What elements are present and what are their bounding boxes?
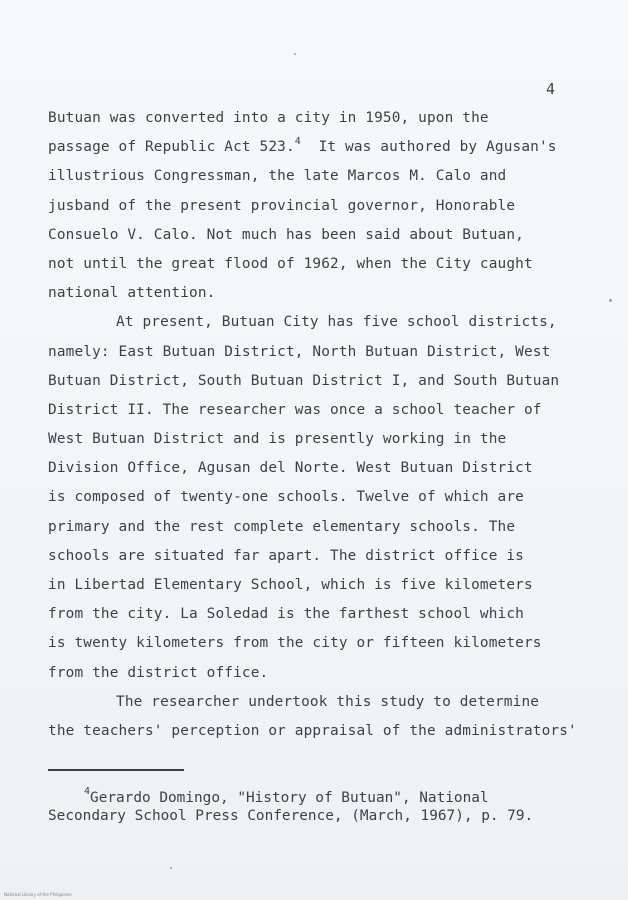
- text-line: District II. The researcher was once a school teacher of: [48, 401, 542, 418]
- text-line: Butuan District, South Butuan District I, and South Butuan: [48, 372, 560, 389]
- footnote-marker: 4: [84, 786, 91, 797]
- footnote-divider: [48, 769, 184, 771]
- page-number: 4: [546, 80, 556, 98]
- text-line: in Libertad Elementary School, which is five kilometers: [48, 577, 533, 593]
- footnote-line: [48, 786, 608, 807]
- text-line: Consuelo V. Calo. Not much has been said about Butuan,: [48, 226, 524, 243]
- footnote: [48, 786, 608, 825]
- text-line: national attention.: [48, 285, 216, 302]
- paper-speck: [170, 867, 172, 869]
- text-line: schools are situated far apart. The district office is: [48, 547, 524, 564]
- text-line: primary and the rest complete elementary schools. The: [48, 518, 516, 535]
- text-line: not until the great flood of 1962, when the City caught: [48, 255, 533, 272]
- text-line: is twenty kilometers from the city or fifteen kilometers: [48, 635, 542, 652]
- text-line: the teachers' perception or appraisal of the administrators': [48, 722, 577, 739]
- footnote-text: Gerardo Domingo, "History of Butuan", National: [90, 790, 489, 806]
- text-line: illustrious Congressman, the late Marcos M. Calo and: [48, 168, 507, 185]
- text-line: Division Office, Agusan del Norte. West Butuan District: [48, 460, 533, 477]
- text-line: [48, 133, 608, 162]
- body-text: [48, 104, 608, 746]
- paper-speck: [294, 53, 296, 55]
- text-line: jusband of the present provincial governor, Honorable: [48, 197, 516, 214]
- text-line: Butuan was converted into a city in 1950, upon the: [48, 110, 489, 126]
- text-line: West Butuan District and is presently working in the: [48, 431, 507, 448]
- text-line: The researcher undertook this study to determine: [116, 693, 540, 710]
- library-stamp: National Library of the Philippines: [4, 892, 72, 897]
- text-fragment: It was authored by Agusan's: [300, 139, 557, 156]
- footnote-line: Secondary School Press Conference, (March, 1967), p. 79.: [48, 808, 534, 824]
- footnote-reference: 4: [294, 136, 301, 148]
- text-line: from the district office.: [48, 664, 269, 681]
- text-line: namely: East Butuan District, North Butuan District, West: [48, 343, 551, 360]
- text-line: from the city. La Soledad is the farthest school which: [48, 606, 524, 623]
- text-fragment: passage of Republic Act 523.: [48, 139, 295, 156]
- text-line: is composed of twenty-one schools. Twelve of which are: [48, 489, 524, 506]
- text-line: At present, Butuan City has five school districts,: [116, 314, 557, 331]
- paper-speck: [609, 299, 612, 302]
